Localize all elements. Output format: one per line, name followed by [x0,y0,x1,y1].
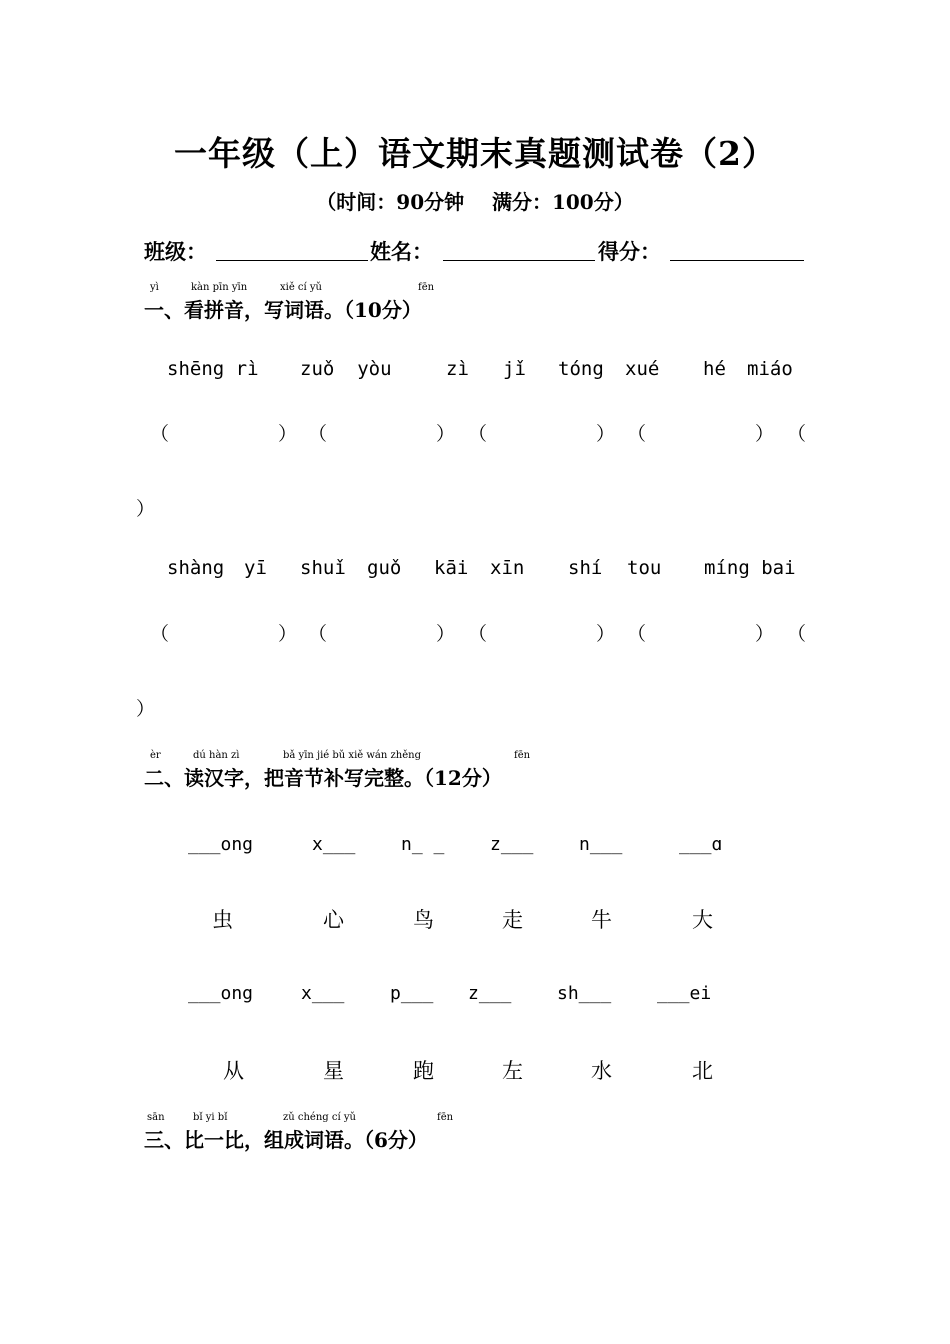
heading-ruby: kàn pīn yīn [191,282,248,293]
hanzi-char: 水 [591,1059,612,1083]
hanzi-char: 虫 [212,908,233,932]
name-field[interactable] [443,260,595,261]
score-label: 得分： [598,239,661,264]
answer-box-open: （ [627,623,647,645]
answer-box-close: ） [136,698,156,720]
heading-ruby: yì [150,282,159,293]
syllable-blank: ___ɑ [679,834,723,855]
pinyin-word: guǒ [367,557,402,579]
answer-box-close: ） [596,623,616,645]
section-1-heading: 一、看拼音，写词语。（10分） [144,298,422,322]
answer-box-close: ） [755,423,775,445]
hanzi-char: 牛 [591,908,612,932]
pinyin-word: xīn [490,557,525,579]
class-field[interactable] [216,260,368,261]
hanzi-char: 左 [502,1059,523,1083]
pinyin-word: yī [244,557,267,579]
answer-box-open: （ [787,623,807,645]
hanzi-char: 心 [323,908,344,932]
answer-box-close: ） [596,423,616,445]
heading-ruby: èr [150,750,161,761]
answer-box-close: ） [755,623,775,645]
syllable-blank: x___ [312,834,356,855]
answer-box-open: （ [787,423,807,445]
syllable-blank: ___ong [188,834,254,855]
score-field[interactable] [670,260,804,261]
heading-ruby: sān [147,1112,165,1123]
hanzi-char: 北 [692,1059,713,1083]
syllable-blank: ___ei [657,983,712,1004]
hanzi-char: 鸟 [413,908,434,932]
syllable-blank: sh___ [557,983,612,1004]
pinyin-word: zì [446,358,469,380]
answer-box-close: ） [278,623,298,645]
pinyin-word: tóng [558,358,604,380]
answer-box-open: （ [627,423,647,445]
pinyin-word: tou [627,557,662,579]
hanzi-char: 从 [223,1059,244,1083]
answer-box-open: （ [468,623,488,645]
syllable-blank: ___ong [188,983,254,1004]
heading-ruby: fēn [514,750,531,761]
hanzi-char: 大 [692,908,713,932]
pinyin-word: shàng [167,557,225,579]
heading-ruby: zǔ chéng cí yǔ [283,1112,356,1123]
answer-box-close: ） [436,623,456,645]
syllable-blank: z___ [490,834,534,855]
section-2-heading: 二、读汉字，把音节补写完整。（12分） [144,766,502,790]
pinyin-word: xué [625,358,660,380]
answer-box-close: ） [436,423,456,445]
heading-ruby: fēn [437,1112,454,1123]
syllable-blank: n_ _ [401,834,445,855]
answer-box-close: ） [278,423,298,445]
answer-box-close: ） [136,498,156,520]
syllable-blank: x___ [301,983,345,1004]
class-label: 班级： [144,239,207,264]
hanzi-char: 走 [502,908,523,932]
pinyin-word: hé [703,358,726,380]
answer-box-open: （ [150,423,170,445]
pinyin-word: shuǐ [300,557,346,579]
heading-ruby: fēn [418,282,435,293]
exam-time-score: （时间：90分钟 满分：100分） [316,190,634,214]
heading-ruby: bǐ yi bǐ [193,1112,228,1123]
syllable-blank: n___ [579,834,623,855]
heading-ruby: xiě cí yǔ [280,282,323,293]
page-title: 一年级（上）语文期末真题测试卷（2） [174,134,776,173]
answer-box-open: （ [150,623,170,645]
pinyin-word: miáo [747,358,793,380]
section-3-heading: 三、比一比，组成词语。（6分） [144,1128,428,1152]
name-label: 姓名： [370,239,433,264]
syllable-blank: z___ [468,983,512,1004]
pinyin-word: jǐ [503,358,526,380]
syllable-blank: p___ [390,983,434,1004]
pinyin-word: kāi [434,557,469,579]
pinyin-word: míng bai [704,557,796,579]
answer-box-open: （ [308,423,328,445]
answer-box-open: （ [308,623,328,645]
pinyin-word: zuǒ yòu [300,358,392,380]
hanzi-char: 星 [323,1059,344,1083]
answer-box-open: （ [468,423,488,445]
pinyin-word: shí [568,557,603,579]
pinyin-word: shēng rì [167,358,259,380]
hanzi-char: 跑 [413,1059,434,1083]
heading-ruby: dú hàn zì [193,750,240,761]
heading-ruby: bǎ yīn jié bǔ xiě wán zhěng [283,750,421,761]
